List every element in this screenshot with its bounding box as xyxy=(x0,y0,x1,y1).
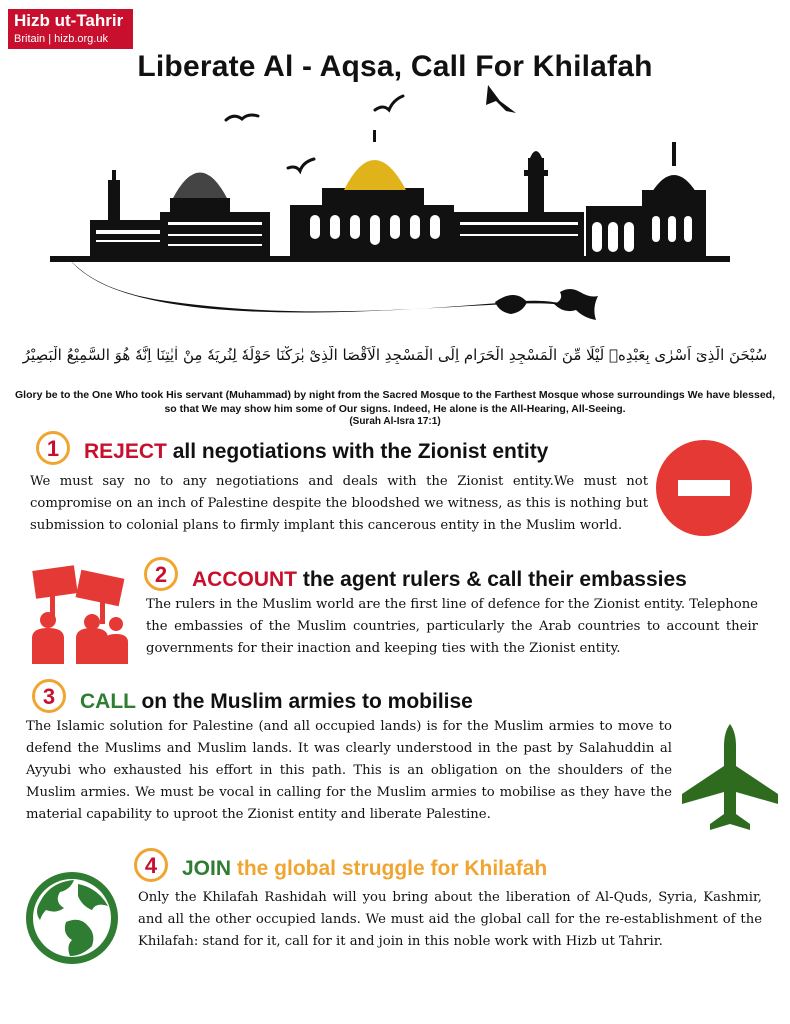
bird-icon xyxy=(486,85,516,113)
logo-name: Hizb ut-Tahrir xyxy=(14,11,124,30)
point-number-1: 1 xyxy=(36,431,70,465)
point-keyword-3: CALL xyxy=(80,690,136,713)
point-heading-2 xyxy=(192,568,687,592)
point-keyword-2: ACCOUNT xyxy=(192,568,297,591)
point-heading-rest-2: the agent rulers & call their embassies xyxy=(297,568,687,591)
point-number-3: 3 xyxy=(32,679,66,713)
point-heading-4 xyxy=(182,857,547,881)
birds-icon xyxy=(226,96,403,171)
point-keyword-1: REJECT xyxy=(84,440,167,463)
point-body-4: Only the Khilafah Rashidah will you bring about the liberation of Al-Quds, Syria, Kashmir, and all the other occupied lands. We must aid the global call for the re-establishment of the Khilafah: stand for it, call for it and join in this noble work with Hizb ut Tahrir. xyxy=(138,890,762,949)
no-entry-icon xyxy=(656,440,752,536)
logo-subtitle: Britain | hizb.org.uk xyxy=(14,33,108,45)
point-number-4: 4 xyxy=(134,848,168,882)
point-heading-rest-3: on the Muslim armies to mobilise xyxy=(135,690,473,713)
globe-icon xyxy=(26,872,118,964)
point-heading-3 xyxy=(80,690,473,714)
al-aqsa-skyline-illustration xyxy=(40,80,750,345)
point-heading-rest-1: all negotiations with the Zionist entity xyxy=(166,440,549,463)
golden-dome-icon xyxy=(344,160,406,190)
page-title: Liberate Al - Aqsa, Call For Khilafah xyxy=(137,50,653,83)
arabic-verse: سُبْحَنَ الَّذِىٓ اَسْرٰى بِعَبْدِهٖ لَيْلًا مِّنَ الْمَسْجِدِ الْحَرَامِ اِلَى الْمَسْجِدِ الْاَقْصَا الَّذِىْ بٰرَكْنَا حَوْلَهٗ لِنُرِيَهٗ مِنْ اٰيٰتِنَا اِنَّهٗ هُوَ السَّمِيْعُ الْبَصِيْرُ xyxy=(22,346,768,364)
point-keyword-4: JOIN xyxy=(182,857,232,880)
point-body-1: We must say no to any negotiations and deals with the Zionist entity.We must not compromise on an inch of Palestine despite the bloodshed we witness, as this is nothing but submission to colonial plans to firmly implant this cancerous entity in the Muslim world. xyxy=(30,474,648,533)
point-body-2: The rulers in the Muslim world are the first line of defence for the Zionist entity. Telephone the embassies of the Muslim countries, particularly the Arab countries to account their governments for their inaction and keeping ties with the Zionist entity. xyxy=(146,597,758,656)
verse-translation: Glory be to the One Who took His servant (Muhammad) by night from the Sacred Mosque to the Farthest Mosque whose surroundings We have blessed, so that We may show him some of Our signs. Indeed, He alone is the All-Hearing, All-Seeing. xyxy=(15,389,775,415)
point-number-2: 2 xyxy=(144,557,178,591)
fighter-jet-icon xyxy=(680,722,780,830)
protesters-icon xyxy=(28,560,132,664)
point-heading-rest-4: the global struggle for Khilafah xyxy=(231,857,548,880)
verse-citation: (Surah Al-Isra 17:1) xyxy=(349,416,441,427)
logo xyxy=(8,9,133,49)
point-body-3: The Islamic solution for Palestine (and all occupied lands) is for the Muslim armies to move to defend the Muslims and Muslim lands. It was clearly understood in the past by Salahuddin al Ayyubi who exhausted his effort in this path. This is an obligation on the shoulders of the Muslim armies. We must be vocal in calling for the Muslim armies to mobilise as they have the material capability to uproot the Zionist entity and liberate Palestine. xyxy=(26,719,672,822)
tulip-icon xyxy=(495,289,598,320)
point-heading-1 xyxy=(84,440,548,464)
